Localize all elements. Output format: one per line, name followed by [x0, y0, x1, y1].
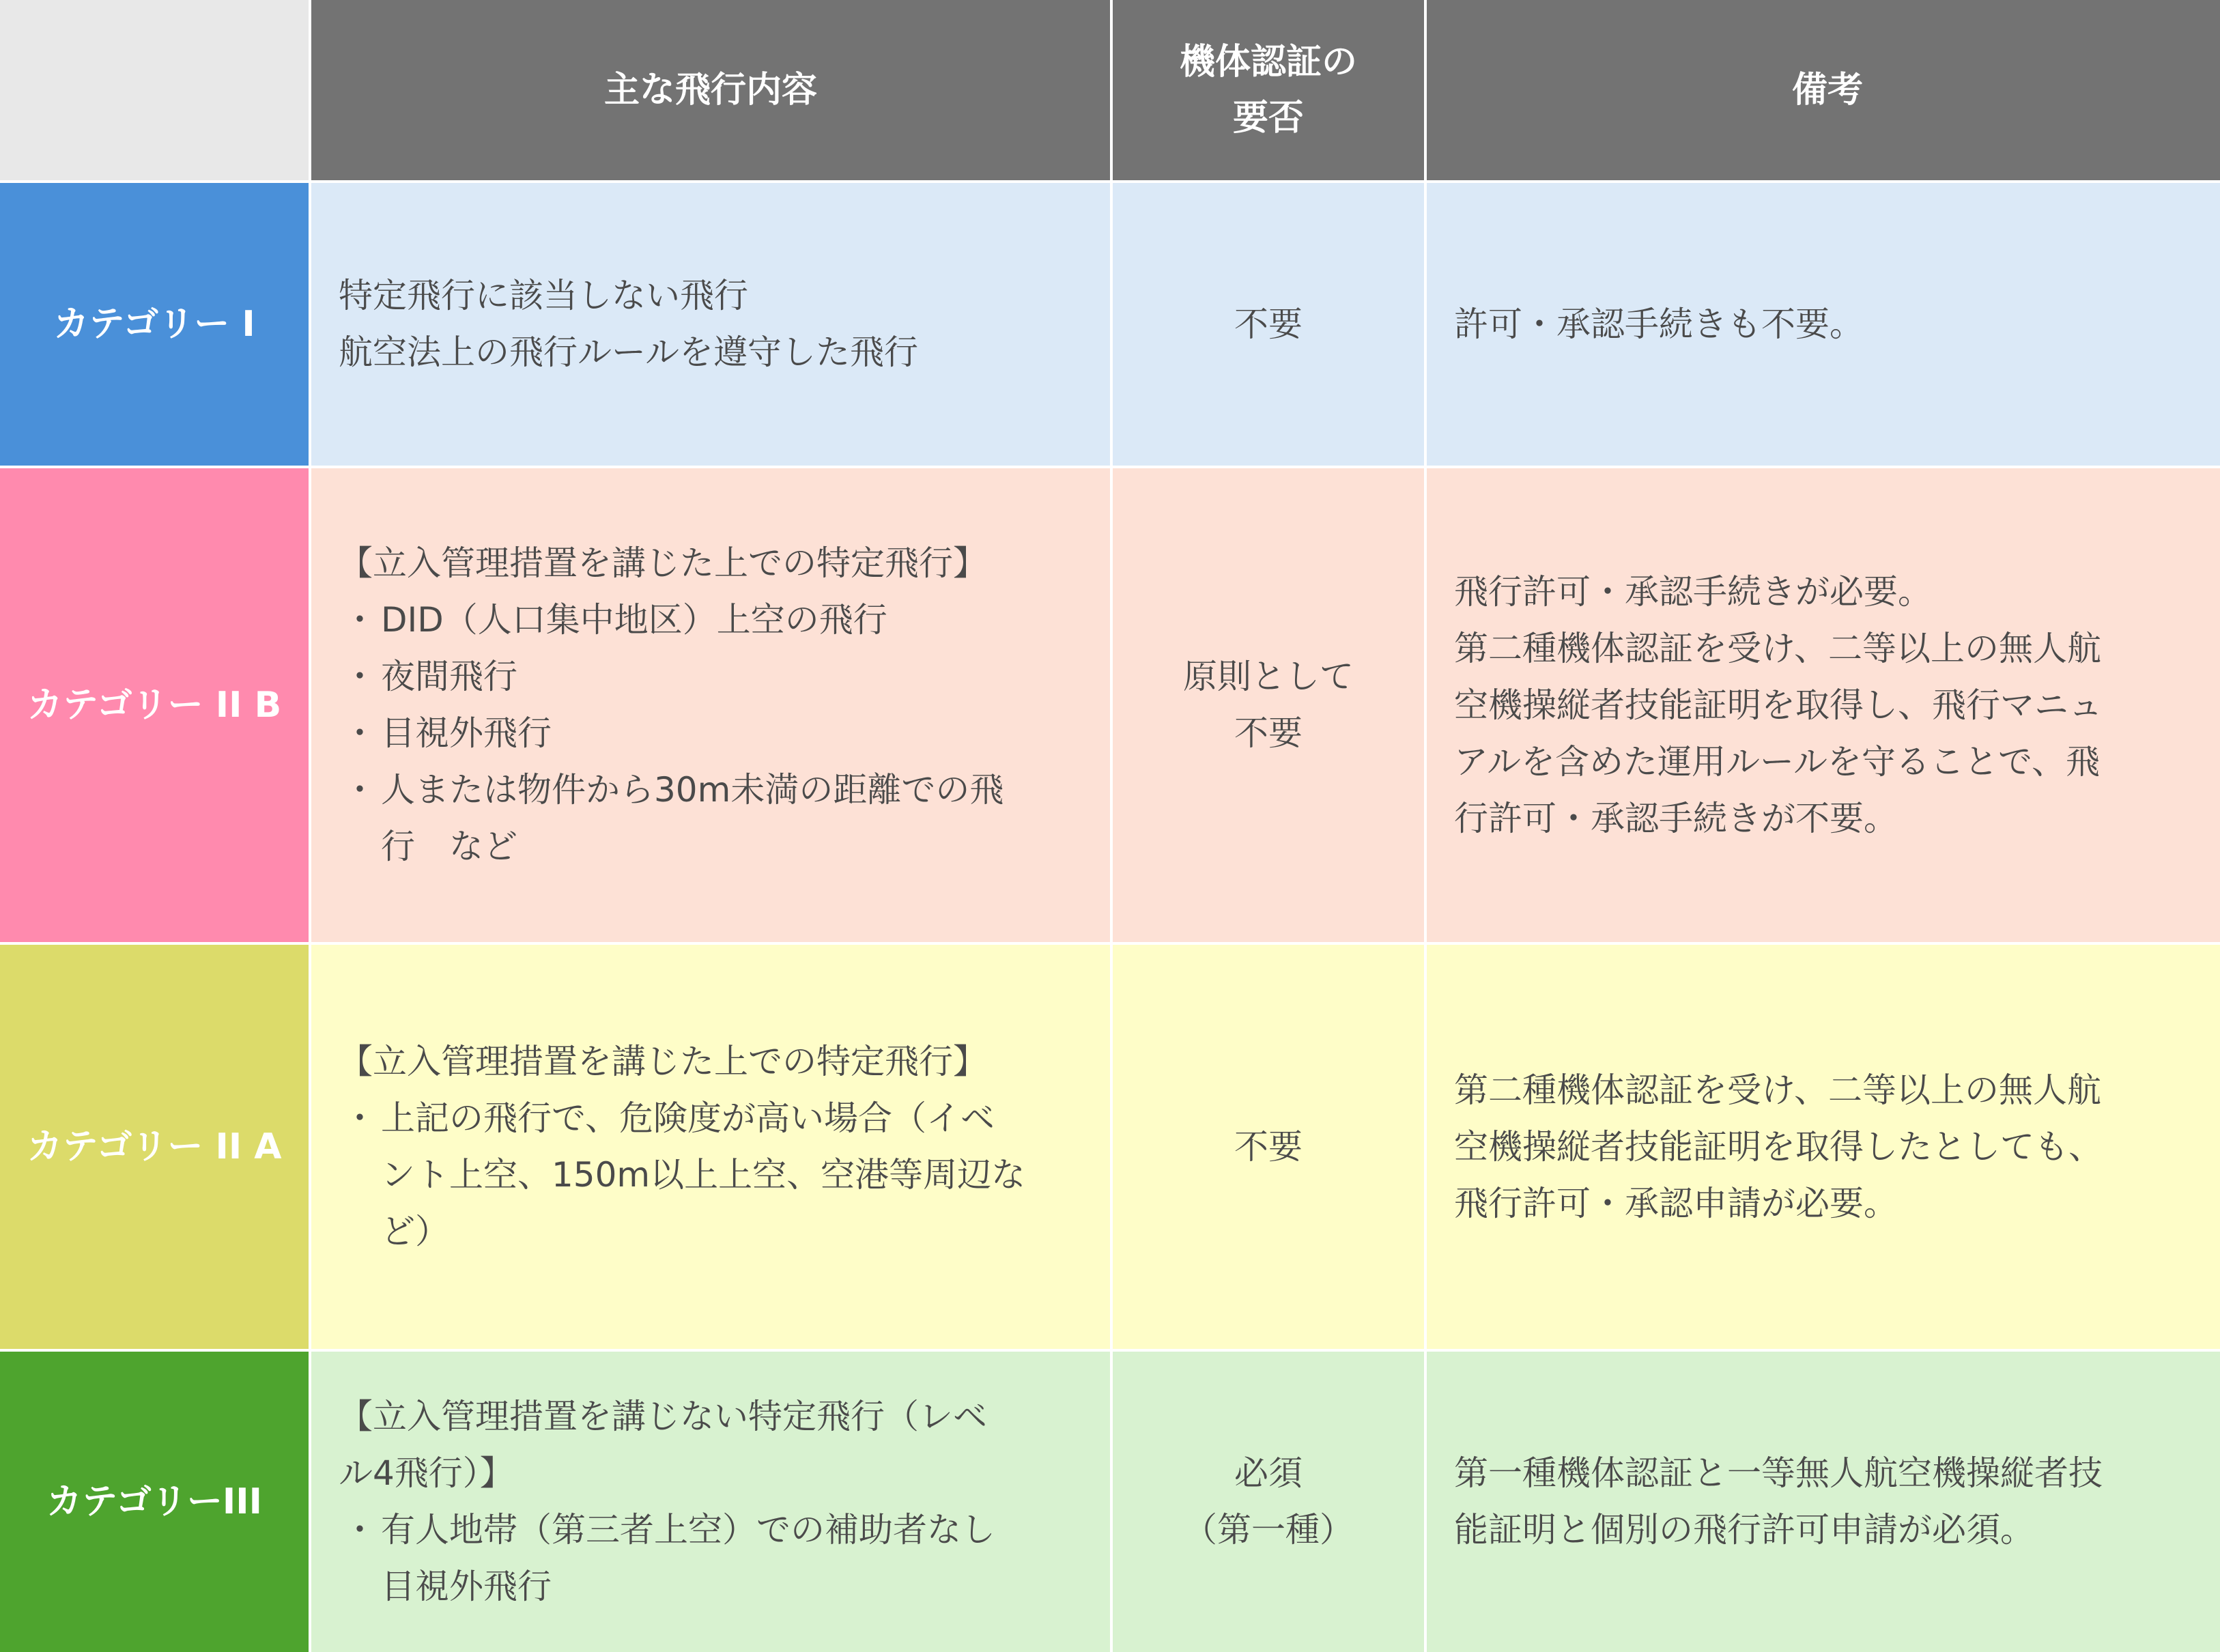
bullet-text: 人または物件から30m未満の距離での飛 [381, 770, 1004, 810]
category-2b-text: カテゴリー II B [27, 684, 282, 726]
bullet-text: DID（人口集中地区）上空の飛行 [381, 600, 887, 640]
bullet-text: 上記の飛行で、危険度が高い場合（イベ [381, 1098, 995, 1138]
header-notes [1427, 0, 2220, 180]
category-2a-cert [1113, 945, 1424, 1349]
notes-line: 第二種機体認証を受け、二等以上の無人航 [1454, 628, 2101, 668]
category-3-label [0, 1352, 309, 1652]
bullet-item [339, 705, 552, 762]
category-1-text: カテゴリー I [53, 303, 255, 345]
cert-line: 原則として [1183, 657, 1354, 696]
category-2a-notes [1427, 945, 2220, 1349]
cert-line: 不要 [1234, 304, 1303, 344]
bullet-text: 有人地帯（第三者上空）での補助者なし [381, 1510, 995, 1550]
cert-line: 不要 [1234, 713, 1303, 753]
bullet-dot: ・ [343, 1098, 377, 1138]
header-certification [1113, 0, 1424, 180]
category-1-content [311, 183, 1110, 466]
cert-line: 必須 [1234, 1453, 1303, 1493]
category-2b-cert [1113, 468, 1424, 942]
bullet-text: 夜間飛行 [381, 657, 517, 696]
bullet-continuation: 行 など [381, 827, 517, 866]
category-3-content [311, 1352, 1110, 1652]
notes-line: 飛行許可・承認手続きが必要。 [1454, 571, 1932, 612]
bullet-text: 目視外飛行 [381, 713, 552, 753]
notes-line: 行許可・承認手続きが不要。 [1454, 798, 1898, 838]
bullet-item [339, 649, 517, 705]
category-2a-text: カテゴリー II A [27, 1126, 282, 1167]
category-2b-notes [1427, 468, 2220, 942]
bullet-dot: ・ [343, 657, 377, 696]
cert-line: （第一種） [1183, 1510, 1354, 1550]
content-line: 航空法上の飛行ルールを遵守した飛行 [339, 332, 918, 372]
notes-line: アルを含めた運用ルールを守ることで、飛 [1454, 741, 2100, 782]
content-title: ル4飛行）】 [339, 1453, 514, 1493]
category-1-label [0, 183, 309, 466]
bullet-item [339, 1090, 995, 1147]
category-2a-label [0, 945, 309, 1349]
bullet-item [339, 592, 887, 649]
bullet-dot: ・ [343, 600, 377, 640]
notes-line: 空機操縦者技能証明を取得したとしても、 [1454, 1126, 2103, 1167]
notes-line: 飛行許可・承認申請が必要。 [1454, 1183, 1898, 1223]
content-title: 【立入管理措置を講じた上での特定飛行】 [339, 1042, 987, 1081]
category-3-text: カテゴリーIII [46, 1481, 262, 1522]
header-corner [0, 0, 309, 180]
category-2b-content [311, 468, 1110, 942]
header-flight-content [311, 0, 1110, 180]
category-1-cert [1113, 183, 1424, 466]
bullet-dot: ・ [343, 713, 377, 753]
header-certification-line-2: 要否 [1232, 98, 1304, 139]
notes-line: 第一種機体認証と一等無人航空機操縦者技 [1454, 1453, 2103, 1493]
content-line: 特定飛行に該当しない飛行 [339, 276, 748, 315]
category-1-notes [1427, 183, 2220, 466]
bullet-continuation: ど） [381, 1212, 449, 1251]
bullet-dot: ・ [343, 770, 377, 810]
category-3-notes [1427, 1352, 2220, 1652]
content-title: 【立入管理措置を講じない特定飛行（レベ [339, 1397, 987, 1436]
bullet-continuation: ント上空、150m以上上空、空港等周辺な [381, 1155, 1026, 1195]
category-2a-content [311, 945, 1110, 1349]
notes-line: 第二種機体認証を受け、二等以上の無人航 [1454, 1070, 2101, 1110]
header-flight-content-label: 主な飛行内容 [603, 70, 817, 111]
bullet-item [339, 762, 1004, 818]
category-2b-label [0, 468, 309, 942]
bullet-continuation: 目視外飛行 [381, 1567, 552, 1606]
bullet-item [339, 1502, 995, 1558]
cert-line: 不要 [1234, 1126, 1303, 1167]
notes-line: 空機操縦者技能証明を取得し、飛行マニュ [1454, 685, 2103, 725]
header-certification-line-1: 機体認証の [1179, 42, 1357, 83]
bullet-dot: ・ [343, 1510, 377, 1550]
header-notes-label: 備考 [1791, 70, 1863, 111]
content-title: 【立入管理措置を講じた上での特定飛行】 [339, 543, 987, 583]
notes-line: 許可・承認手続きも不要。 [1454, 304, 1864, 344]
category-3-cert [1113, 1352, 1424, 1652]
notes-line: 能証明と個別の飛行許可申請が必須。 [1454, 1510, 2034, 1550]
